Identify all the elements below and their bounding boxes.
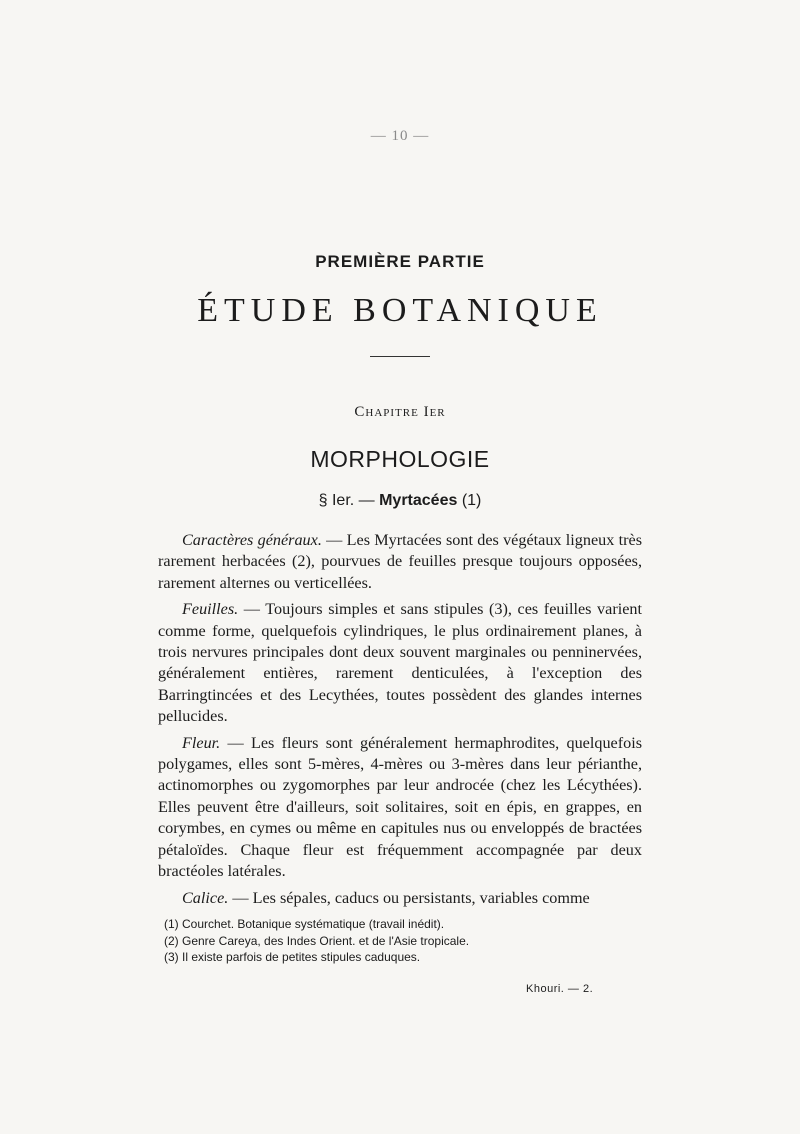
subsection-title: [0, 492, 800, 510]
paragraph-calyx: [158, 888, 642, 909]
paragraph-lead: Caractères généraux.: [182, 531, 322, 549]
part-title: PREMIÈRE PARTIE: [315, 252, 485, 271]
paragraph-text: — Toujours simples et sans stipules (3), ces feuilles varient comme forme, quelquefois cylindriques, le plus ordinairement planes, à trois nervures principales dont deux souvent marginales ou penninervées, généralement entières, rarement denticulées, à l'exception des Barringtincées et des Lecythées, toutes possèdent des glandes internes pellucides.: [158, 600, 642, 726]
paragraph-leaves: [158, 599, 642, 727]
page-number: — 10 —: [370, 128, 430, 144]
section-title: MORPHOLOGIE: [310, 446, 490, 472]
title-rule: [370, 356, 430, 357]
paragraph-text: — Les Myrtacées sont des végétaux ligneux très rarement herbacées (2), pourvues de feuilles presque toujours opposées, rarement alternes ou verticellées.: [158, 531, 643, 592]
paragraph-lead: Calice.: [182, 888, 229, 907]
chapter-heading: Chapitre Ier: [354, 404, 446, 420]
footnote: (2) Genre Careya, des Indes Orient. et de l'Asie tropicale.: [164, 933, 470, 948]
paragraph-lead: Feuilles.: [182, 600, 239, 619]
signature-mark: Khouri. — 2.: [526, 983, 594, 995]
paragraph-text: — Les sépales, caducs ou persistants, variables comme: [228, 888, 590, 907]
paragraph-general: [158, 530, 642, 594]
subsection-prefix: § Ier. —: [318, 492, 380, 509]
paragraph-flower: [158, 733, 642, 883]
footnote: (3) Il existe parfois de petites stipules caduques.: [164, 950, 421, 964]
body-text: [158, 530, 642, 914]
subsection-name: Myrtacées: [379, 492, 458, 509]
footnotes: [164, 916, 642, 966]
main-title: ÉTUDE BOTANIQUE: [197, 292, 603, 329]
subsection-note: (1): [457, 492, 482, 509]
paragraph-text: — Les fleurs sont généralement hermaphrodites, quelquefois polygames, elles sont 5-mères, 4-mères ou 3-mères dans leur périanthe, actinomorphes ou zygomorphes par leur androcée (chez les Lécythées). Elles peuvent être d'ailleurs, soit solitaires, soit en épis, en grappes, en corymbes, en cymes ou même en capitules nus ou enveloppés de bractées pétaloïdes. Chaque fleur est fréquemment accompagnée par deux bractéoles latérales.: [158, 733, 642, 881]
paragraph-lead: Fleur.: [182, 733, 221, 752]
footnote: (1) Courchet. Botanique systématique (travail inédit).: [164, 917, 445, 931]
